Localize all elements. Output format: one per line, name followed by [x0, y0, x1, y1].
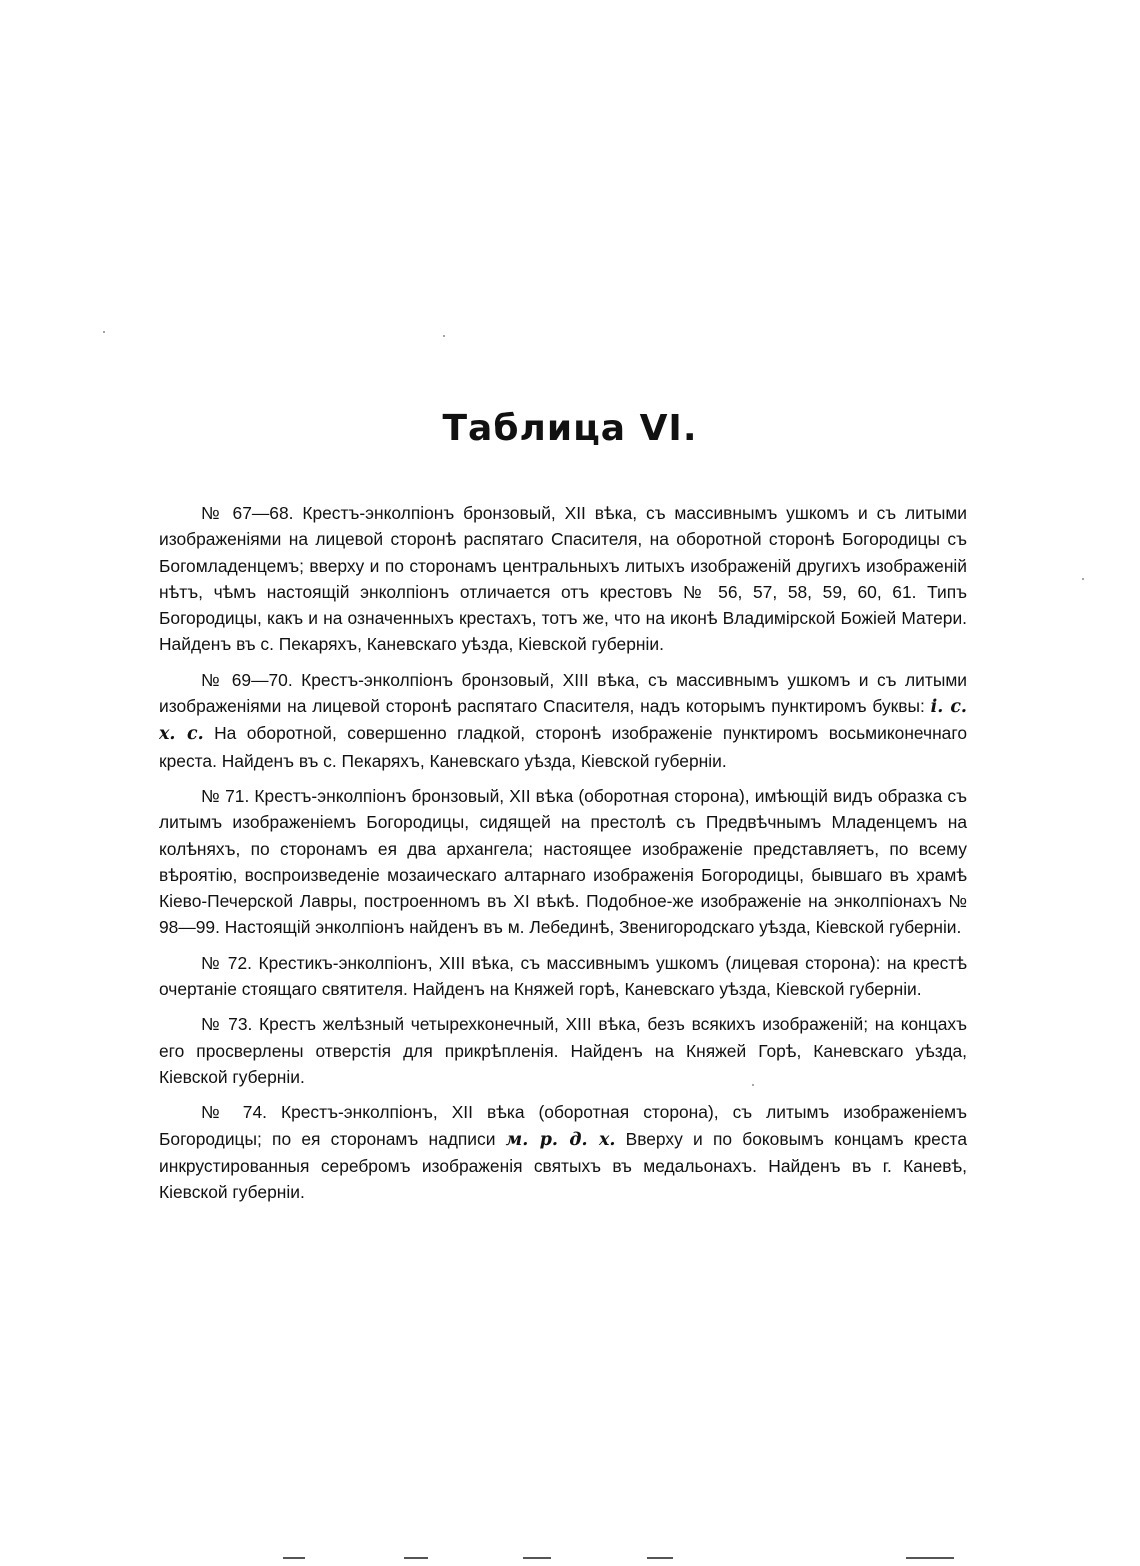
entry-text: № 67—68. Крестъ-энколпіонъ бронзовый, XII вѣка, съ массивнымъ ушкомъ и съ литыми изображеніями на лицевой сторонѣ распятаго Спасителя, на оборотной сторонѣ Богородицы съ Богомладенцемъ; вверху и по сторонамъ центральныхъ литыхъ изображеній другихъ изображеній нѣтъ, чѣмъ настоящій энколпіонъ отличается отъ крестовъ № 56, 57, 58, 59, 60, 61. Типъ Богородицы, какъ и на означенныхъ крестахъ, тотъ же, что на иконѣ Владимірской Божіей Матери. Найденъ въ с. Пекаряхъ, Каневскаго уѣзда, Кіевской губерніи.: [159, 503, 967, 655]
scan-speck: [1082, 578, 1084, 580]
entry-71: [159, 783, 967, 941]
entry-67-68: [159, 500, 967, 658]
bottom-rule: [404, 1557, 428, 1559]
entry-69-70: [159, 667, 967, 774]
entry-text-before: № 74. Крестъ-энколпіонъ, XII вѣка (оборотная сторона), съ литымъ изображеніемъ Богородицы; по ея сторонамъ надписи: [159, 1102, 967, 1149]
bottom-rule: [523, 1557, 551, 1559]
entry-text: № 72. Крестикъ-энколпіонъ, XIII вѣка, съ массивнымъ ушкомъ (лицевая сторона): на крестѣ очертаніе стоящаго святителя. Найденъ на Княжей горѣ, Каневскаго уѣзда, Кіевской губерніи.: [159, 952, 967, 1000]
bottom-rule: [906, 1557, 954, 1559]
catalog-entries: [159, 500, 967, 1214]
inscription-glyphs: і. с. х. с.: [159, 697, 967, 745]
page-title: Таблица VI.: [442, 408, 698, 449]
inscription-glyphs: м. р. д. х.: [505, 1129, 616, 1150]
bottom-rule: [647, 1557, 673, 1559]
entry-73: [159, 1011, 967, 1090]
entry-text-after: На оборотной, совершенно гладкой, сторонѣ изображеніе пунктиромъ восьмиконечнаго креста. Найденъ въ с. Пекаряхъ, Каневскаго уѣзда, Кіевской губерніи.: [159, 723, 967, 771]
scan-speck: [443, 335, 445, 337]
entry-74: [159, 1099, 967, 1205]
bottom-rule: [283, 1557, 305, 1559]
scan-speck: [752, 1084, 754, 1086]
entry-text: № 73. Крестъ желѣзный четырехконечный, XIII вѣка, безъ всякихъ изображеній; на концахъ его просверлены отверстія для прикрѣпленія. Найденъ на Княжей Горѣ, Каневскаго уѣзда, Кіевской губерніи.: [159, 1014, 967, 1087]
entry-72: [159, 950, 967, 1003]
scan-speck: [103, 331, 105, 333]
entry-text: № 71. Крестъ-энколпіонъ бронзовый, XII вѣка (оборотная сторона), имѣющій видъ образка съ литымъ изображеніемъ Богородицы, сидящей на престолѣ съ Предвѣчнымъ Младенцемъ на колѣняхъ, по сторонамъ ея два архангела; настоящее изображеніе представляетъ, по всему вѣроятію, воспроизведеніе мозаическаго алтарнаго изображенія Богородицы, бывшаго въ храмѣ Кіево-Печерской Лавры, построенномъ въ XI вѣкѣ. Подобное-же изображеніе на энколпіонахъ № 98—99. Настоящій энколпіонъ найденъ въ м. Лебединѣ, Звенигородскаго уѣзда, Кіевской губерніи.: [159, 785, 967, 938]
entry-text-before: № 69—70. Крестъ-энколпіонъ бронзовый, XIII вѣка, съ массивнымъ ушкомъ и съ литыми изображеніями на лицевой сторонѣ распятаго Спасителя, надъ которымъ пунктиромъ буквы:: [159, 669, 967, 717]
entry-text-after: Вверху и по боковымъ концамъ креста инкрустированныя серебромъ изображенія святыхъ въ медальонахъ. Найденъ въ г. Каневѣ, Кіевской губерніи.: [159, 1128, 967, 1203]
